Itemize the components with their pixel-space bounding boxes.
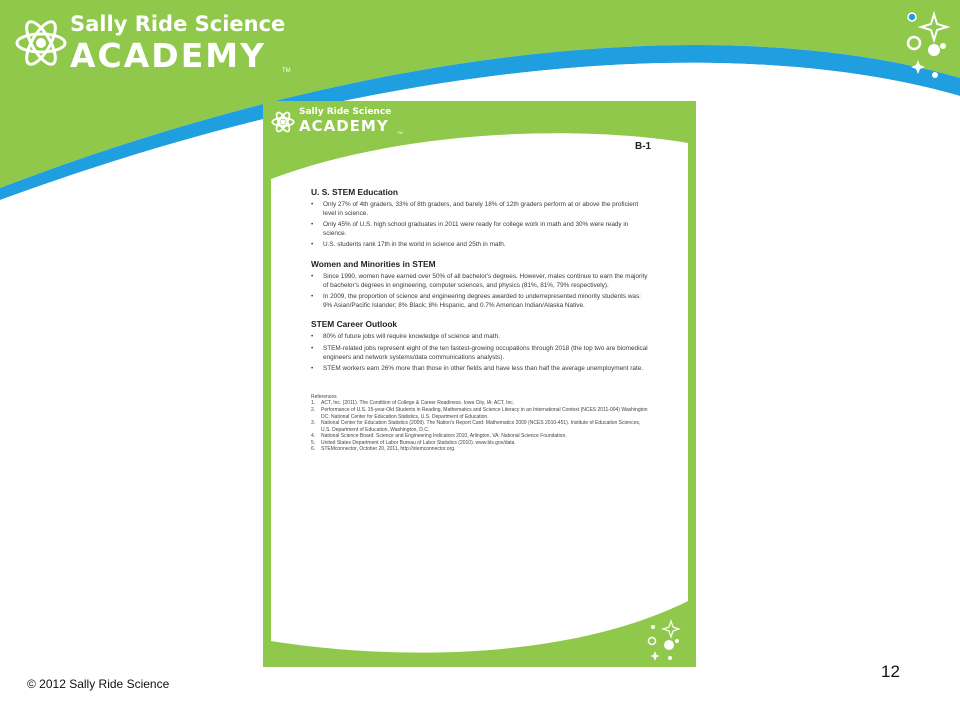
reference-number: 4. (311, 433, 316, 440)
trademark-mark: TM (282, 68, 291, 74)
section-heading: STEM Career Outlook (311, 319, 398, 330)
bullet-item: • In 2009, the proportion of science and engineering degrees awarded to underrepresented minority students was: 9% Asian/Pacific Islander; 8% Black; 8% Hispanic, and 0.7% American Indian/Alaska Native. (311, 293, 651, 310)
bullet-item: • 80% of future jobs will require knowledge of science and math. (311, 333, 651, 342)
document-brand-logo (271, 105, 471, 145)
section-heading: U. S. STEM Education (311, 187, 399, 197)
document-body (311, 187, 651, 453)
reference-text: National Center for Education Statistics (2009). The Nation's Report Card: Mathematics 2009 (NCES 2010-451). Institute of Education Sciences, U.S. Department of Education, Washington, D.C. (321, 420, 641, 433)
brand-logo (14, 10, 314, 80)
document-brand-top: Sally Ride Science (299, 107, 392, 117)
reference-number: 6. (311, 446, 316, 453)
reference-item (311, 440, 651, 447)
bullet-item: • U.S. students rank 17th in the world in science and 25th in math. (311, 241, 651, 250)
reference-number: 5. (311, 439, 316, 446)
document-sparkle-icon (643, 619, 693, 663)
references-list (311, 394, 651, 453)
section-women-minorities (311, 259, 651, 310)
brand-name-top: Sally Ride Science (70, 12, 286, 36)
reference-text: Performance of U.S. 15-year-Old Students in Reading, Mathematics and Science Literacy in an International Context (NCES 2011-004) Washington DC: National Center for Education Statistics, U.S. Department of Education. (321, 406, 648, 420)
bullet-item: • Only 45% of U.S. high school graduates in 2011 were ready for college work in math and 30% were ready in science. (311, 221, 651, 238)
brand-name-main: ACADEMY (70, 36, 266, 75)
atom-icon (14, 16, 68, 70)
references-title: References (311, 393, 337, 400)
reference-text: STEMconnector, October 20, 2011, http://stemconnector.org. (321, 446, 456, 453)
document-page-b1 (263, 101, 696, 667)
document-trademark: TM (397, 130, 403, 135)
reference-text: United States Department of Labor Bureau of Labor Statistics (2010). www.bls.gov/data (321, 439, 515, 446)
reference-item (311, 446, 651, 453)
reference-number: 2. (311, 406, 316, 413)
reference-item (311, 433, 651, 440)
copyright-notice: © 2012 Sally Ride Science (27, 677, 170, 691)
atom-icon (271, 110, 295, 134)
document-code: B-1 (635, 141, 652, 152)
section-heading: Women and Minorities in STEM (311, 258, 436, 269)
bullet-item: • STEM workers earn 26% more than those in other fields and have less than half the average unemployment rate. (311, 365, 651, 374)
reference-number: 3. (311, 420, 316, 427)
section-us-stem-education (311, 187, 651, 250)
reference-item (311, 400, 651, 407)
slide-page-number: 12 (881, 662, 900, 681)
section-career-outlook (311, 319, 651, 373)
bullet-item: • Since 1990, women have earned over 50% of all bachelor's degrees. However, males continue to earn the majority of bachelor's degrees in engineering, computer sciences, and physics (81%, 81%, 79% respectively). (311, 273, 651, 290)
reference-item (311, 407, 651, 420)
document-brand-main: ACADEMY (299, 117, 389, 135)
reference-text: ACT, Inc. (2011). The Condition of College & Career Readiness. Iowa City, IA: ACT, Inc. (321, 400, 515, 407)
bullet-item: • STEM-related jobs represent eight of the ten fastest-growing occupations through 2018 (the top two are biomedical engineers and network systems/data communications analysts). (311, 345, 651, 362)
bullet-item: • Only 27% of 4th graders, 33% of 8th graders, and barely 18% of 12th graders perform at or above the proficient level in science. (311, 201, 651, 218)
reference-text: National Science Board. Science and Engineering Indicators 2010, Arlington, VA: National Science Foundation. (321, 433, 567, 440)
reference-item (311, 420, 651, 433)
reference-number: 1. (311, 400, 316, 407)
sparkle-decoration-icon (898, 8, 954, 88)
